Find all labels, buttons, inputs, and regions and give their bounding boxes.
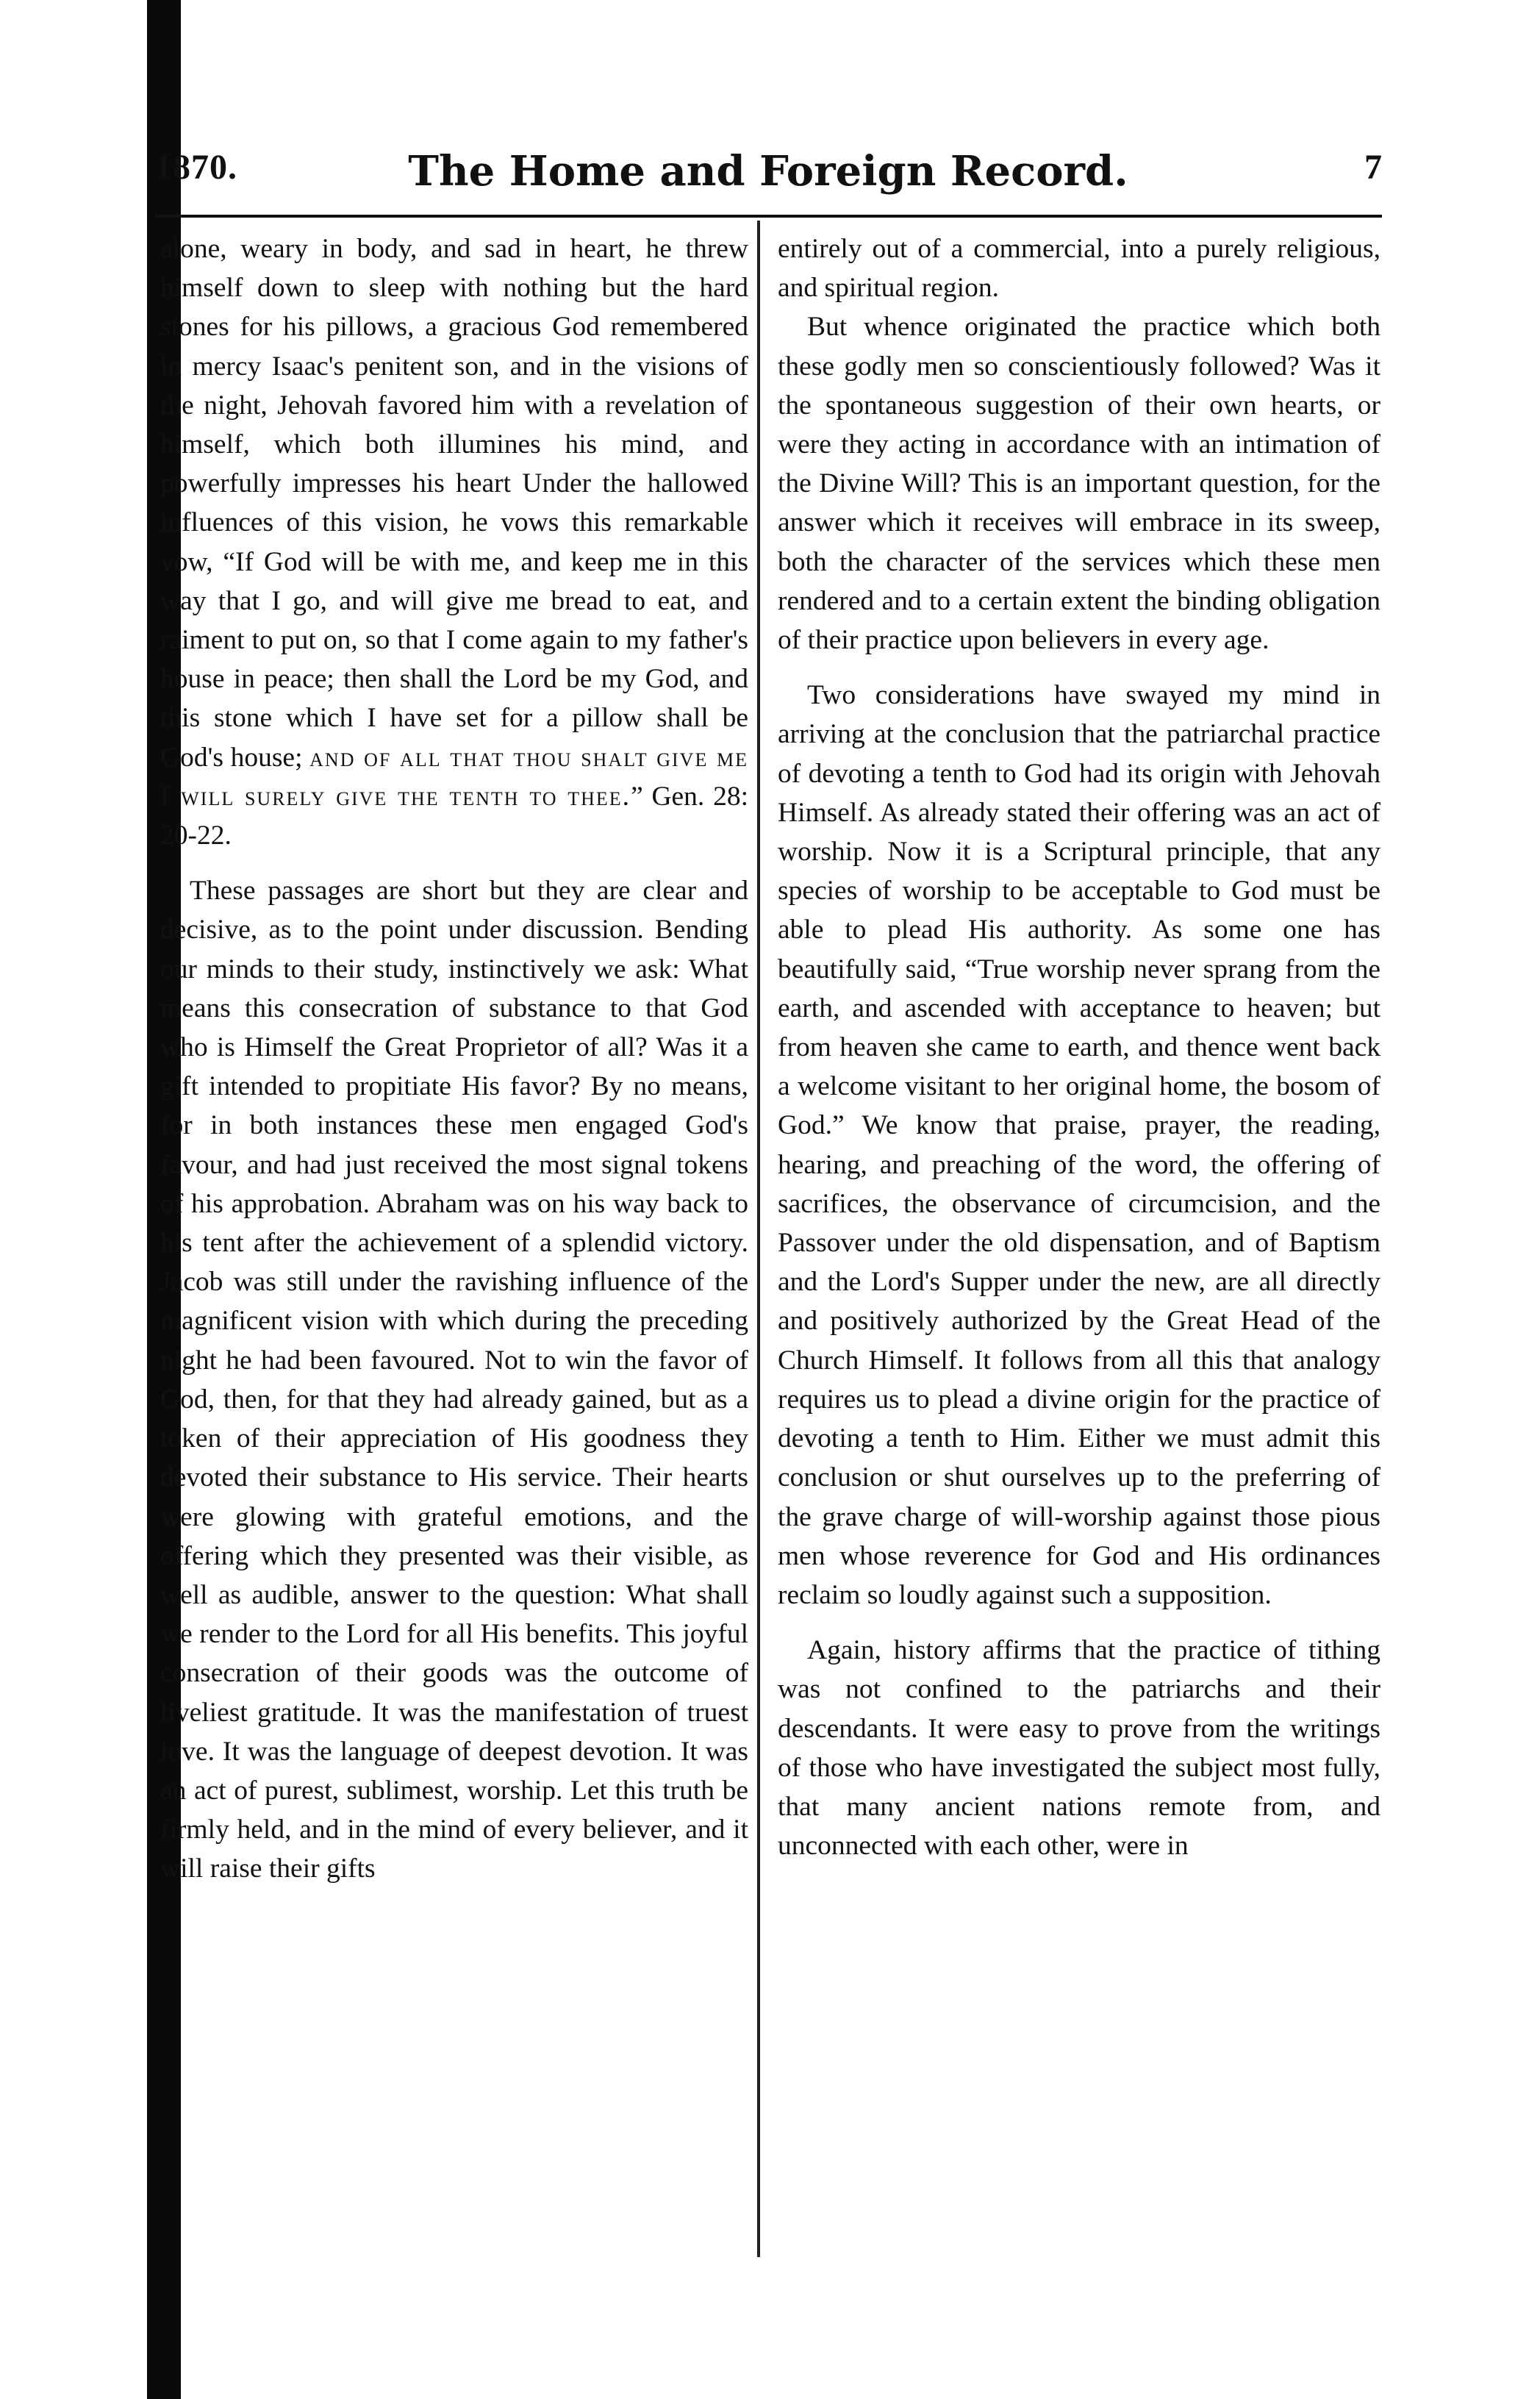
page-number: 7 <box>1364 148 1382 187</box>
left-paragraph-2: These passages are short but they are clear and decisive, as to the point under discussion. Bending our minds to their study, instinctively we ask: What means this consecration of substance to that God who is Himself the Great Proprietor of all? Was it a gift intended to propitiate His favor? By no means, for in both instances these men engaged God's favour, and had just received the most signal tokens of his approbation. Abraham was on his way back to his tent after the achievement of a splendid victory. Jacob was still under the ravishing influence of the magnificent vision with which during the preceding night he had been favoured. Not to win the favor of God, then, for that they had already gained, but as a token of their appreciation of His goodness they devoted their substance to His service. Their hearts were glowing with grateful emotions, and the offering which they presented was their visible, as well as audible, answer to the question: What shall we render to the Lord for all His benefits. This joyful consecration of their goods was the outcome of liveliest gratitude. It was the manifestation of truest love. It was the language of deepest devotion. It was an act of purest, sublimest, worship. Let this truth be firmly held, and in the mind of every believer, and it will raise their gifts <box>160 876 748 1884</box>
left-paragraph-1 <box>160 229 748 855</box>
left-p1-text: alone, weary in body, and sad in heart, he threw himself down to sleep with nothing but the hard stones for his pillows, a gracious God remembered in mercy Isaac's penitent son, and in the visions of the night, Jehovah favored him with a revelation of himself, which both illumines his mind, and powerfully impresses his heart Under the hallowed influences of this vision, he vows this remarkable vow, “If God will be with me, and keep me in this way that I go, and will give me bread to eat, and raiment to put on, so that I come again to my father's house in peace; then shall the Lord be my God, and this stone which I have set for a pillow shall be God's house; <box>160 234 748 773</box>
header-year: 1870. <box>154 148 237 187</box>
right-column <box>778 229 1380 1865</box>
left-column <box>160 229 748 1889</box>
right-paragraph-4: Again, history affirms that the practice of tithing was not confined to the patriarchs and their descendants. It were easy to prove from the writings of those who have investigated the subject most fully, that many ancient nations remote from, and unconnected with each other, were in <box>778 1635 1380 1862</box>
right-paragraph-3: Two considerations have swayed my mind in arriving at the conclusion that the patriarchal practice of devoting a tenth to God had its origin with Jehovah Himself. As already stated their offering was an act of worship. Now it is a Scriptural principle, that any species of worship to be acceptable to God must be able to plead His authority. As some one has beautifully said, “True worship never sprang from the earth, and ascended with acceptance to heaven; but from heaven she came to earth, and thence went back a welcome visitant to her original home, the bosom of God.” We know that praise, prayer, the reading, hearing, and preaching of the word, the offering of sacrifices, the observance of circumcision, and the Passover under the old dispensation, and of Baptism and the Lord's Supper under the new, are all directly and positively authorized by the Great Head of the Church Himself. It follows from all this that analogy requires us to plead a divine origin for the practice of devoting a tenth to Him. Either we must admit this conclusion or shut ourselves up to the preferring of the grave charge of will-worship against those pious men whose reverence for God and His ordinances reclaim so loudly against such a supposition. <box>778 680 1380 1610</box>
header-rule <box>154 215 1382 218</box>
right-paragraph-1: entirely out of a commercial, into a purely religious, and spiritual region. <box>778 234 1380 304</box>
left-p1-citation: ” Gen. 28: 20-22. <box>160 781 748 851</box>
journal-title: The Home and Foreign Record. <box>408 147 1128 196</box>
right-paragraph-2: But whence originated the practice which both these godly men so conscientiously followed? Was it the spontaneous suggestion of their own hearts, or were they acting in accordance with an intimation of the Divine Will? This is an important question, for the answer which it receives will embrace in its sweep, both the character of the services which these men rendered and to a certain extent the binding obligation of their practice upon believers in every age. <box>778 312 1380 656</box>
left-p1-smallcaps: and of all that thou shalt give me I will surely give the tenth to thee. <box>160 742 748 812</box>
column-divider <box>757 221 760 2257</box>
running-header <box>154 147 1382 206</box>
